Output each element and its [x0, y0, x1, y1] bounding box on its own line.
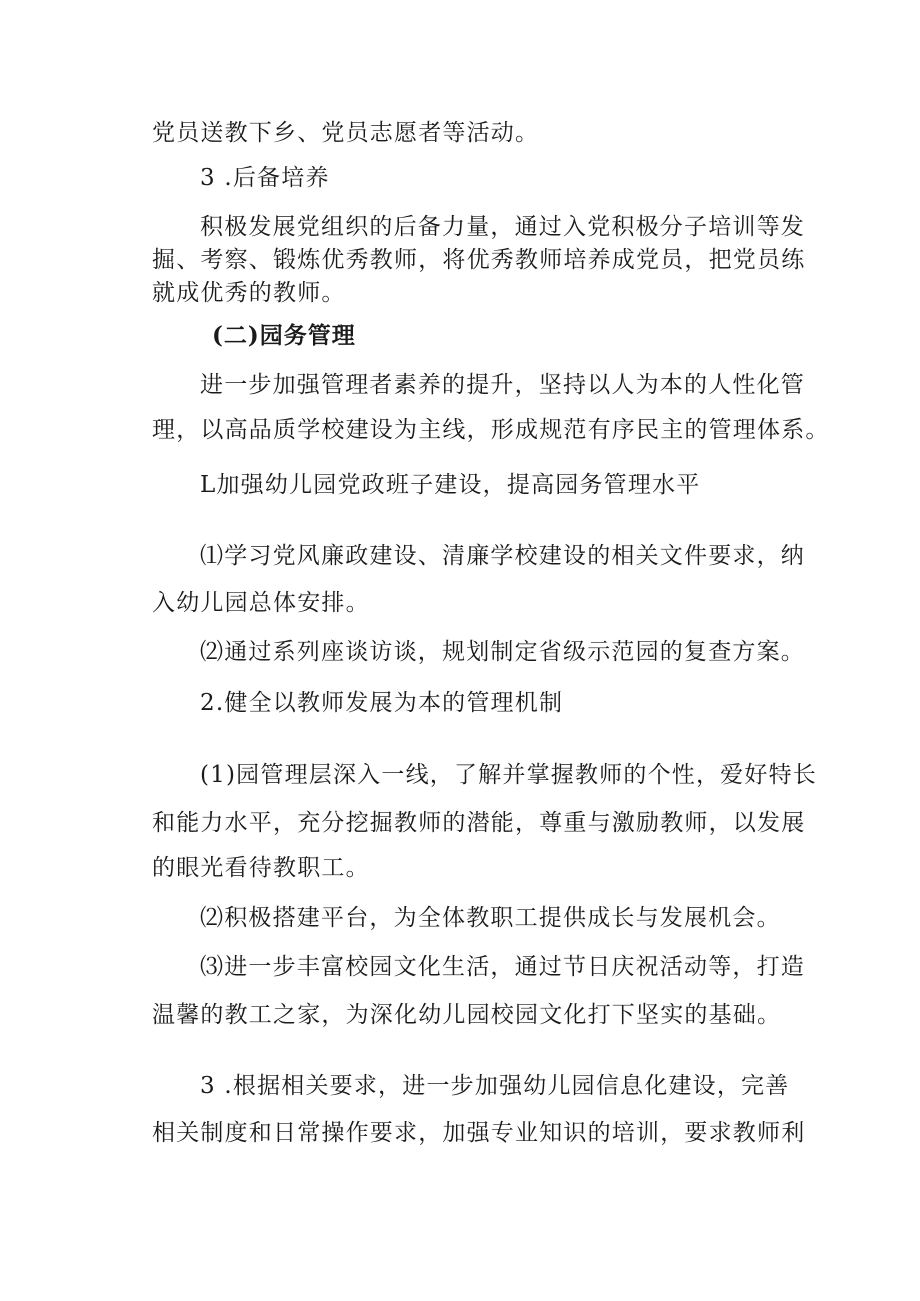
- paragraph-line: 就成优秀的教师。: [152, 280, 346, 306]
- paragraph-line: 和能力水平，充分挖掘教师的潜能，尊重与激励教师，以发展: [152, 810, 806, 836]
- paragraph-line: 理，以高品质学校建设为主线，形成规范有序民主的管理体系。: [152, 417, 830, 443]
- list-item-heading: 3 .后备培养: [200, 165, 330, 191]
- paragraph-line: 积极发展党组织的后备力量，通过入党积极分子培训等发: [200, 214, 805, 240]
- paragraph-line: ⑶进一步丰富校园文化生活，通过节日庆祝活动等，打造: [200, 954, 805, 980]
- section-heading: (二)园务管理: [212, 322, 356, 349]
- paragraph-line: 3 .根据相关要求，进一步加强幼儿园信息化建设，完善: [200, 1073, 790, 1099]
- paragraph-line: ⑵积极搭建平台，为全体教职工提供成长与发展机会。: [200, 905, 781, 931]
- paragraph-line: ⑵通过系列座谈访谈，规划制定省级示范园的复查方案。: [200, 639, 805, 665]
- list-item-heading: L加强幼儿园党政班子建设，提高园务管理水平: [200, 472, 701, 498]
- paragraph-line: (1)园管理层深入一线，了解并掌握教师的个性，爱好特长: [200, 762, 817, 788]
- paragraph-line: 进一步加强管理者素养的提升，坚持以人为本的人性化管: [200, 372, 805, 398]
- paragraph-line: 掘、考察、锻炼优秀教师，将优秀教师培养成党员，把党员练: [152, 247, 806, 273]
- paragraph-line: 党员送教下乡、党员志愿者等活动。: [152, 120, 540, 146]
- list-item-heading: 2.健全以教师发展为本的管理机制: [200, 690, 564, 716]
- paragraph-line: 相关制度和日常操作要求，加强专业知识的培训，要求教师利: [152, 1120, 806, 1146]
- paragraph-line: 的眼光看待教职工。: [152, 855, 370, 881]
- paragraph-line: 入幼儿园总体安排。: [152, 590, 370, 616]
- paragraph-line: 温馨的教工之家，为深化幼儿园校园文化打下坚实的基础。: [152, 1002, 782, 1028]
- paragraph-line: ⑴学习党风廉政建设、清廉学校建设的相关文件要求，纳: [200, 543, 805, 569]
